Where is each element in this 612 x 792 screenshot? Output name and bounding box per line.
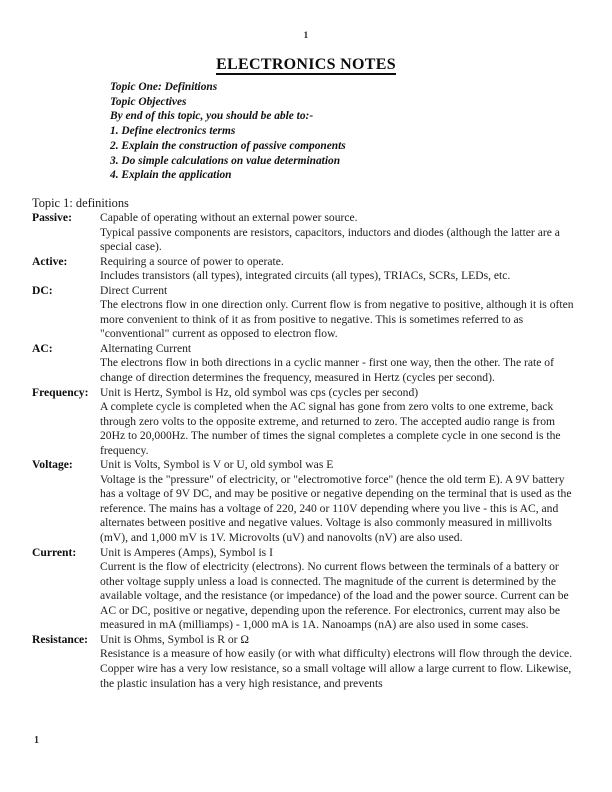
definition-term: Voltage:: [32, 458, 73, 472]
definition-text: The electrons flow in both directions in a cyclic manner - first one way, then the other. The rate of change of direction determines the frequency, measured in Hertz (cycles per second).: [100, 356, 554, 385]
definition-term: Passive:: [32, 211, 72, 224]
page-title: [0, 56, 612, 74]
definition-entry: [32, 633, 580, 691]
definition-body: [100, 546, 580, 633]
definitions-list: [32, 211, 580, 691]
definition-text: Requiring a source of power to operate.: [100, 254, 284, 268]
definition-text: Voltage is the "pressure" of electricity, or "electromotive force" (hence the old term E). A 9V battery has a voltage of 9V DC, and may be positive or negative depending on the terminal that is used as the reference. The mains has a voltage of 220, 240 or 110V depending where you live - this is AC, and alternates between positive and negative values. Voltage is also commonly measured in millivolts (mV), and 1,000 mV is 1V. Microvolts (uV) and nanovolts (nV) are also used.: [100, 472, 572, 545]
definition-text: Alternating Current: [100, 341, 192, 355]
definition-text: The electrons flow in one direction only. Current flow is from negative to positive, although it is often more convenient to think of it as from positive to negative. This is sometimes referred to as "conventional" current as opposed to electron flow.: [100, 298, 574, 341]
definition-text: Unit is Ohms, Symbol is R or Ω: [100, 632, 250, 646]
definition-term: Active:: [32, 254, 68, 268]
definition-term: AC:: [32, 341, 53, 355]
definition-term: DC:: [32, 283, 53, 297]
topic-objectives-intro: By end of this topic, you should be able to:-: [110, 110, 314, 123]
definition-body: [100, 458, 580, 545]
definition-entry: [32, 546, 580, 633]
definition-text: Direct Current: [100, 283, 168, 297]
definition-entry: [32, 342, 580, 386]
topic-objectives-label: Topic Objectives: [110, 95, 187, 108]
definition-entry: [32, 284, 580, 342]
section-heading: Topic 1: definitions: [32, 196, 129, 210]
definition-text: Unit is Amperes (Amps), Symbol is I: [100, 545, 273, 559]
definition-body: [100, 386, 580, 459]
definition-entry: [32, 255, 580, 284]
topic-one-heading: Topic One: Definitions: [110, 81, 218, 93]
definition-text: Resistance is a measure of how easily (or with what difficulty) electrons will flow through the device. Copper wire has a very low resistance, so a small voltage will allow a large current to flow. Likewise, the plastic insulation has a very high resistance, and prevents: [100, 647, 573, 690]
page-number-footer: 1: [34, 735, 39, 746]
definition-body: [100, 255, 580, 284]
objective-item: 2. Explain the construction of passive components: [110, 139, 346, 152]
definition-body: [100, 211, 580, 255]
definition-text: Current is the flow of electricity (electrons). No current flows between the terminals of a battery or other voltage supply unless a load is connected. The magnitude of the current is determined by the available voltage, and the resistance (or impedance) of the load and the power source. Current can be AC or DC, positive or negative, depending upon the reference. For electronics, current may also be measured in mA (milliamps) - 1,000 mA is 1A. Nanoamps (nA) are also used in some cases.: [100, 560, 569, 632]
objective-item: 4. Explain the application: [110, 169, 232, 182]
objective-item: 3. Do simple calculations on value determination: [110, 154, 341, 167]
definition-entry: [32, 211, 580, 255]
definition-body: [100, 633, 580, 691]
page-title-text: ELECTRONICS NOTES: [216, 56, 396, 73]
definition-text: Typical passive components are resistors, capacitors, inductors and diodes (although the latter are a special case).: [100, 225, 560, 254]
definition-text: Capable of operating without an external power source.: [100, 211, 358, 224]
definition-body: [100, 342, 580, 386]
definition-body: [100, 284, 580, 342]
definition-term: Resistance:: [32, 632, 89, 646]
definition-term: Frequency:: [32, 385, 89, 399]
page-number-header: 1: [303, 31, 309, 41]
definition-entry: [32, 386, 580, 459]
objective-item: 1. Define electronics terms: [110, 125, 236, 138]
definition-text: Unit is Hertz, Symbol is Hz, old symbol was cps (cycles per second): [100, 385, 419, 399]
definition-text: Unit is Volts, Symbol is V or U, old symbol was E: [100, 458, 334, 472]
topic-objectives-block: [110, 80, 530, 183]
definition-entry: [32, 458, 580, 545]
definition-text: Includes transistors (all types), integrated circuits (all types), TRIACs, SCRs, LEDs, etc.: [100, 269, 511, 283]
definition-text: A complete cycle is completed when the AC signal has gone from zero volts to one extreme, back through zero volts to the opposite extreme, and returned to zero. The accepted audio range is from 20Hz to 20,000Hz. The number of times the signal completes a complete cycle in one second is the frequency.: [100, 400, 561, 457]
definition-term: Current:: [32, 545, 77, 559]
